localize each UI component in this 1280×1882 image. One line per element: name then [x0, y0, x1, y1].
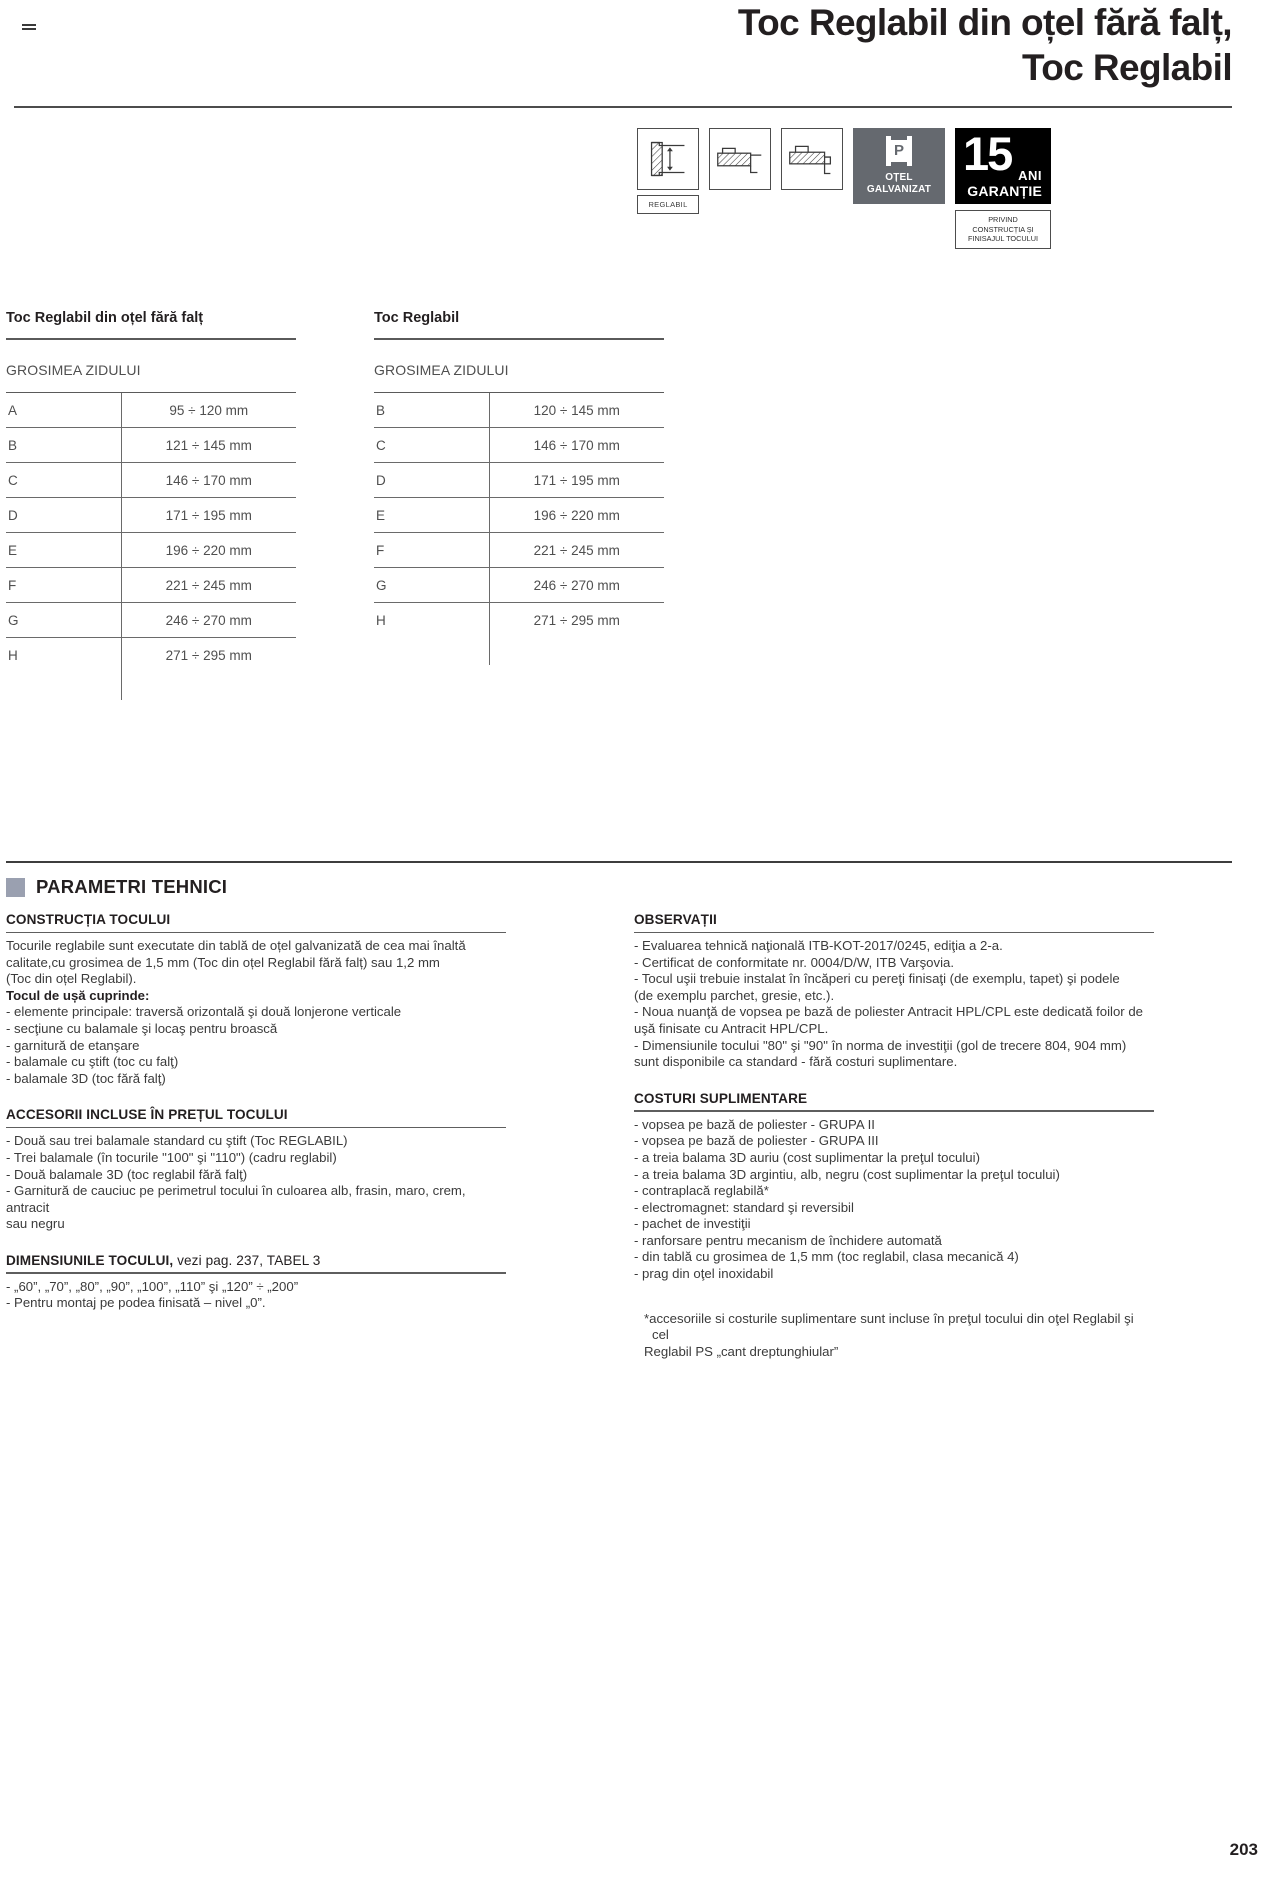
list-item: sau negru — [6, 1216, 65, 1232]
row-key: G — [6, 602, 121, 637]
dimensiuni-heading-light: vezi pag. 237, TABEL 3 — [173, 1252, 321, 1268]
table-row — [374, 497, 664, 532]
row-key: E — [6, 532, 121, 567]
table-subtitle: GROSIMEA ZIDULUI — [6, 361, 141, 378]
list-item: - „60”, „70”, „80”, „90”, „100”, „110” şi „120” ÷ „200” — [6, 1278, 299, 1294]
dimension-table — [374, 392, 664, 637]
row-value: 95 ÷ 120 mm — [121, 392, 296, 427]
list-item: - Tocul uşii trebuie instalat în încăperi cu pereţi finisaţi (de exemplu, tapet) şi podele — [634, 971, 1120, 987]
warranty-years-label: ANI — [1018, 168, 1042, 183]
warranty-badge — [955, 128, 1051, 204]
params-section-title: PARAMETRI TEHNICI — [36, 876, 228, 897]
row-key: C — [6, 462, 121, 497]
table-tail-rule — [374, 637, 664, 665]
params-section-header — [6, 876, 227, 898]
row-key: H — [6, 637, 121, 672]
rebated-frame-section-icon — [709, 128, 771, 190]
list-item: - balamale cu ştift (toc cu falţ) — [6, 1054, 179, 1070]
galvanized-steel-icon — [886, 136, 912, 166]
galvanized-label-line-1: OȚEL — [885, 172, 913, 183]
constructia-subheading: Tocul de ușă cuprinde: — [6, 987, 150, 1003]
badge-row — [637, 128, 1051, 249]
row-value: 171 ÷ 195 mm — [489, 462, 664, 497]
row-key: D — [374, 462, 489, 497]
warranty-note — [955, 210, 1051, 249]
table-title: Toc Reglabil din oțel fără falț — [6, 310, 204, 326]
constructia-para-line-2: calitate,cu grosimea de 1,5 mm (Toc din oțel Reglabil fără falț) sau 1,2 mm — [6, 954, 440, 970]
params-divider — [6, 861, 1232, 863]
table-tail-rule — [6, 672, 296, 700]
row-value: 246 ÷ 270 mm — [121, 602, 296, 637]
dimensiuni-rule — [6, 1272, 506, 1273]
galvanized-label-line-2: GALVANIZAT — [866, 184, 932, 195]
table-row — [374, 567, 664, 602]
table-row — [6, 462, 296, 497]
row-key: C — [374, 427, 489, 462]
rebateless-frame-section-icon — [781, 128, 843, 190]
warranty-note-line-2: CONSTRUCȚIA ȘI — [972, 224, 1034, 234]
list-item: - Două sau trei balamale standard cu ştift (Toc REGLABIL) — [6, 1133, 348, 1149]
row-value: 120 ÷ 145 mm — [489, 392, 664, 427]
row-value: 246 ÷ 270 mm — [489, 567, 664, 602]
list-item: - Două balamale 3D (toc reglabil fără falţ) — [6, 1166, 248, 1182]
costuri-rule — [634, 1110, 1154, 1111]
list-item: - Dimensiunile tocului "80" şi "90" în norma de investiţii (gol de trecere 804, 904 mm) — [634, 1037, 1127, 1053]
dimensiuni-heading — [6, 1253, 506, 1273]
row-key: D — [6, 497, 121, 532]
table-row — [6, 532, 296, 567]
list-item: - din tablă cu grosimea de 1,5 mm (toc reglabil, clasa mecanică 4) — [634, 1249, 1019, 1265]
list-item: - secţiune cu balamale şi locaş pentru broască — [6, 1020, 278, 1036]
list-item: - electromagnet: standard şi reversibil — [634, 1199, 854, 1215]
table-row — [6, 497, 296, 532]
list-item: - Evaluarea tehnică naţională ITB-KOT-2017/0245, ediţia a 2-a. — [634, 937, 1003, 953]
row-key: B — [6, 427, 121, 462]
table-row — [374, 532, 664, 567]
adjustable-caption: REGLABIL — [637, 195, 699, 214]
list-item: sunt disponibile ca standard - fără costuri suplimentare. — [634, 1054, 958, 1070]
dimensiuni-heading-bold: DIMENSIUNILE TOCULUI, — [6, 1252, 174, 1268]
warranty-note-line-1: PRIVIND — [988, 215, 1018, 224]
row-key: F — [6, 567, 121, 602]
accesorii-rule — [6, 1127, 506, 1128]
row-key: F — [374, 532, 489, 567]
table-row — [374, 602, 664, 637]
list-item: - ranforsare pentru mecanism de închidere automată — [634, 1232, 942, 1248]
row-value: 271 ÷ 295 mm — [121, 637, 296, 672]
costuri-heading: COSTURI SUPLIMENTARE — [634, 1090, 808, 1106]
badge-rebateless — [781, 128, 843, 190]
section-marker-icon — [6, 878, 25, 897]
list-item: - contraplacă reglabilă* — [634, 1183, 769, 1199]
galvanized-glyph-letter: P — [891, 140, 907, 162]
corner-mark-icon — [22, 24, 36, 33]
footnote-line-2: Reglabil PS „cant dreptunghiular” — [644, 1343, 839, 1359]
row-key: H — [374, 602, 489, 637]
right-text-column — [634, 912, 1154, 1360]
page-title-line-2: Toc Reglabil — [1021, 47, 1232, 88]
list-item: (de exemplu parchet, gresie, etc.). — [634, 987, 835, 1003]
accesorii-heading: ACCESORII INCLUSE ÎN PREȚUL TOCULUI — [6, 1107, 288, 1123]
row-value: 196 ÷ 220 mm — [489, 497, 664, 532]
constructia-rule — [6, 932, 506, 933]
table-block-rebateless — [6, 310, 336, 700]
list-item: - Pentru montaj pe podea finisată – nivel „0”. — [6, 1295, 266, 1311]
list-item: uşă finisate cu Antracit HPL/CPL. — [634, 1020, 829, 1036]
adjustable-frame-section-icon — [637, 128, 699, 190]
row-key: A — [6, 392, 121, 427]
galvanized-steel-badge — [853, 128, 945, 204]
badge-rebated — [709, 128, 771, 190]
list-item: - balamale 3D (toc fără falţ) — [6, 1070, 166, 1086]
list-item: - Trei balamale (în tocurile "100" şi "110") (cadru reglabil) — [6, 1149, 337, 1165]
table-row — [374, 392, 664, 427]
row-value: 196 ÷ 220 mm — [121, 532, 296, 567]
warranty-label: GARANȚIE — [967, 183, 1042, 199]
row-key: B — [374, 392, 489, 427]
table-row — [6, 392, 296, 427]
footnote-line-1: *accesoriile si costurile suplimentare sunt incluse în preţul tocului din oţel Reglabil şi cel — [644, 1310, 1134, 1343]
header-divider — [14, 106, 1232, 108]
table-row — [6, 637, 296, 672]
row-key: G — [374, 567, 489, 602]
list-item: - Certificat de conformitate nr. 0004/D/W, ITB Varşovia. — [634, 954, 955, 970]
row-value: 221 ÷ 245 mm — [489, 532, 664, 567]
row-key: E — [374, 497, 489, 532]
row-value: 146 ÷ 170 mm — [489, 427, 664, 462]
list-item: - vopsea pe bază de poliester - GRUPA II — [634, 1116, 875, 1132]
list-item: - a treia balama 3D argintiu, alb, negru (cost suplimentar la preţul tocului) — [634, 1166, 1060, 1182]
page-title-line-1: Toc Reglabil din oțel fără falț, — [737, 2, 1232, 43]
row-value: 171 ÷ 195 mm — [121, 497, 296, 532]
page-title — [520, 0, 1232, 90]
badge-adjustable — [637, 128, 699, 214]
table-row — [6, 602, 296, 637]
table-block-reglabil — [374, 310, 704, 665]
row-value: 146 ÷ 170 mm — [121, 462, 296, 497]
warranty-note-line-3: FINISAJUL TOCULUI — [967, 234, 1038, 243]
list-item: - a treia balama 3D auriu (cost suplimentar la preţul tocului) — [634, 1149, 980, 1165]
list-item: - Garnitură de cauciuc pe perimetrul tocului în culoarea alb, frasin, maro, crem, antracit — [6, 1183, 466, 1215]
constructia-para-line-1: Tocurile reglabile sunt executate din tablă de oțel galvanizată de cea mai înaltă — [6, 937, 466, 953]
table-title: Toc Reglabil — [374, 310, 460, 326]
constructia-heading: CONSTRUCȚIA TOCULUI — [6, 912, 171, 927]
warranty-years: 15 — [963, 127, 1012, 180]
list-item: - Noua nuanţă de vopsea pe bază de poliester Antracit HPL/CPL este dedicată foilor de — [634, 1004, 1144, 1020]
observatii-heading: OBSERVAȚII — [634, 912, 717, 927]
left-text-column — [6, 912, 506, 1312]
list-item: - vopsea pe bază de poliester - GRUPA III — [634, 1133, 879, 1149]
table-row — [6, 427, 296, 462]
table-subtitle: GROSIMEA ZIDULUI — [374, 361, 509, 378]
list-item: - pachet de investiţii — [634, 1216, 751, 1232]
page-number: 203 — [1229, 1840, 1258, 1859]
table-row — [6, 567, 296, 602]
dimension-table — [6, 392, 296, 672]
row-value: 271 ÷ 295 mm — [489, 602, 664, 637]
constructia-para-line-3: (Toc din oțel Reglabil). — [6, 971, 137, 987]
row-value: 121 ÷ 145 mm — [121, 427, 296, 462]
table-row — [374, 462, 664, 497]
row-value: 221 ÷ 245 mm — [121, 567, 296, 602]
list-item: - elemente principale: traversă orizontală şi două lonjerone verticale — [6, 1004, 402, 1020]
table-row — [374, 427, 664, 462]
warranty-badge-group — [955, 128, 1051, 249]
list-item: - garnitură de etanşare — [6, 1037, 140, 1053]
observatii-rule — [634, 932, 1154, 933]
list-item: - prag din oţel inoxidabil — [634, 1266, 774, 1282]
